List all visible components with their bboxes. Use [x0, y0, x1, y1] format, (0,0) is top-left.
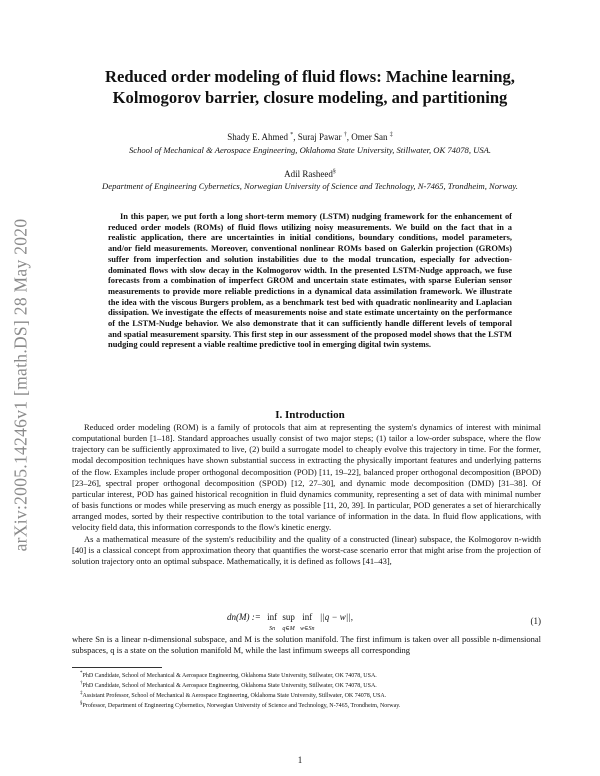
- title-line-2: Kolmogorov barrier, closure modeling, and partitioning: [112, 88, 508, 107]
- footnote-text: Professor, Department of Engineering Cybernetics, Norwegian University of Science and Technology, N-7465, Trondheim, Norway.: [82, 703, 401, 710]
- author-list-2: [60, 169, 560, 179]
- intro-body: [72, 422, 541, 567]
- equation-number: (1): [530, 616, 541, 626]
- author-name: Adil Rasheed: [284, 169, 333, 179]
- title-line-1: Reduced order modeling of fluid flows: Machine learning,: [105, 67, 515, 86]
- paragraph-3: where Sn is a linear n-dimensional subspace, and M is the solution manifold. The first infimum is taken over all possible n-dimensional subspaces, q is a state on the solution manifold M, while the last infimum sweeps all corresponding: [72, 634, 541, 656]
- footnote-text: PhD Candidate, School of Mechanical & Aerospace Engineering, Oklahoma State University, Stillwater, OK 74078, USA.: [82, 673, 377, 679]
- paragraph-2: As a mathematical measure of the system's reducibility and the quality of a constructed (linear) subspace, the Kolmogorov n-width [40] is a classical concept from approximation theory that quantifies the worst-case scenario error that might arise from the projection of solution trajectory onto an optimal subspace. Mathematically, it is defined as follows [41–43],: [72, 533, 541, 566]
- author-mark: §: [332, 169, 336, 175]
- footnote-rule: [72, 667, 162, 668]
- footnote-text: PhD Candidate, School of Mechanical & Aerospace Engineering, Oklahoma State University, Stillwater, OK 74078, USA.: [82, 683, 377, 690]
- affiliation-osu: School of Mechanical & Aerospace Engineering, Oklahoma State University, Stillwater, OK 74078, USA.: [128, 145, 492, 155]
- footnote: [72, 670, 541, 680]
- footnote: [72, 680, 541, 690]
- author-mark: ‡: [389, 132, 393, 138]
- footnote: [72, 690, 541, 700]
- author-name: Suraj Pawar: [297, 132, 342, 142]
- eq-inf-1-sub: Sn: [269, 626, 276, 632]
- author-name: Shady E. Ahmed: [227, 132, 288, 142]
- paragraph-1: Reduced order modeling (ROM) is a family of protocols that aim at representing the system's dynamics of interest with minimal computational burden [1–18]. Standard approaches usually consist of two major steps; (1) tailor a low-order subspace, where the flow trajectory can be sufficiently approximated to live, (2) build a surrogate model to cheaply evolve this trajectory in time. For the former, modal decomposition techniques have shown substantial success in extracting the physically important features and underlying patterns of the flow. Examples include proper orthogonal decomposition (POD) [11, 19–22], balanced proper orthogonal decomposition (BPOD) [23–26], spectral proper orthogonal decomposition (SPOD) [12, 27–30], and dynamic mode decomposition (DMD) [31–38]. Of particular interest, POD has gained historical recognition in fluid dynamics community, representing a set of data with minimal number of basis functions or modes while preserving as much energy as possible [11, 20, 39]. In particular, POD generates a set of hierarchically arranged modes, sorted by their respective contribution to the total variance of information in the data. In fluid flow applications, with velocity field data, this information corresponds to the flow's kinetic energy.: [72, 422, 541, 533]
- page-number: 1: [297, 755, 303, 765]
- equation-1: [72, 610, 541, 632]
- affiliation-ntnu: Department of Engineering Cybernetics, Norwegian University of Science and Technology, N-7465, Trondheim, Norway.: [102, 181, 518, 191]
- arxiv-sidebar-stamp: [6, 195, 36, 575]
- author-mark: †: [343, 132, 347, 138]
- footnotes: [72, 670, 541, 710]
- eq-inf-2-sub: w∈Sn: [300, 626, 315, 632]
- footnote-mark: *: [80, 671, 83, 676]
- eq-sup: sup: [282, 612, 295, 622]
- footnote-mark: ‡: [80, 691, 83, 697]
- abstract-text: In this paper, we put forth a long short-term memory (LSTM) nudging framework for the enhancement of reduced order models (ROMs) of fluid flows utilizing noisy measurements. We build on the fact that in a realistic application, there are uncertainties in initial conditions, boundary conditions, model parameters, and/or field measurements. Moreover, conventional nonlinear ROMs based on Galerkin projection (GROMs) suffer from imperfection and solution instabilities due to the modal truncation, especially for advection-dominated flows with slow decay in the Kolmogorov width. In the presented LSTM-Nudge approach, we fuse forecasts from a combination of imperfect GROM and uncertain state estimates, with sparse Eulerian sensor measurements to provide more reliable predictions in a dynamical data assimilation framework. We illustrate the idea with the viscous Burgers problem, as a benchmark test bed with quadratic nonlinearity and Laplacian dissipation. We investigate the effects of measurements noise and state estimate uncertainty on the performance of the LSTM-Nudge behavior. We also demonstrate that it can sufficiently handle different levels of temporal and spatial measurement sparsity. This first step in our assessment of the proposed model shows that the LSTM nudging could represent a viable realtime predictive tool in emerging digital twin systems.: [108, 211, 512, 350]
- arxiv-identifier: arXiv:2005.14246v1 [math.DS] 28 May 2020: [10, 218, 31, 552]
- footnote-mark: †: [80, 681, 83, 687]
- abstract: [108, 211, 512, 350]
- eq-norm: ||q − w||,: [319, 612, 354, 622]
- author-list: Shady E. Ahmed *, Suraj Pawar †, Omer San ‡: [227, 132, 393, 142]
- eq-lhs: dn(M) :=: [227, 612, 261, 622]
- eq-inf-2: inf: [302, 612, 313, 622]
- eq-inf-1: inf: [267, 612, 278, 622]
- author-name: Omer San: [351, 132, 388, 142]
- author-mark: *: [290, 132, 294, 138]
- eq-sup-sub: q∈M: [282, 626, 295, 632]
- section-heading-introduction: I. Introduction: [275, 409, 345, 421]
- intro-body-cont: [72, 634, 541, 656]
- footnote: [72, 700, 541, 710]
- paper-title: [60, 66, 560, 108]
- footnote-text: Assistant Professor, School of Mechanical & Aerospace Engineering, Oklahoma State University, Stillwater, OK 74078, USA.: [82, 693, 387, 700]
- footnote-mark: §: [80, 701, 83, 707]
